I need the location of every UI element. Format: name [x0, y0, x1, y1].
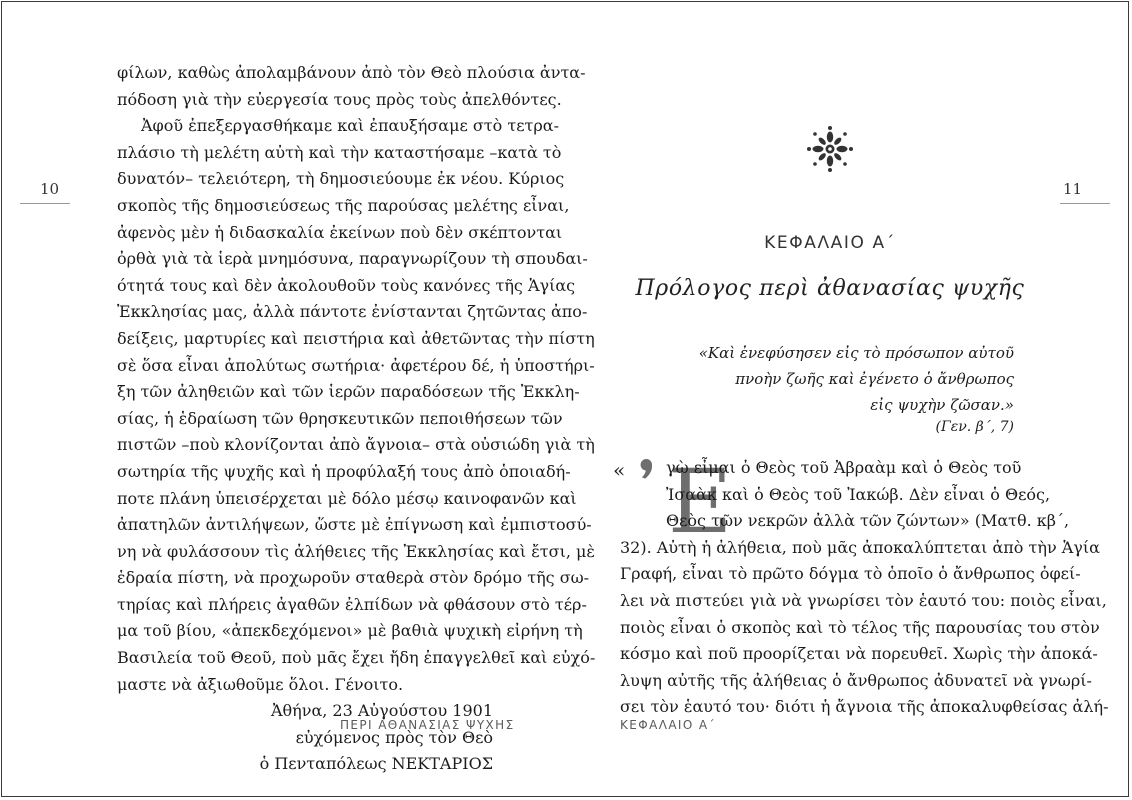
text-line: ἑδραία πίστη, νὰ προχωροῦν σταθερὰ στὸν δρόμο τῆς σω- — [117, 568, 590, 588]
chapter-title: Πρόλογος περὶ ἀθανασίας ψυχῆς — [635, 276, 1025, 301]
text-line: σει τὸν ἑαυτό του· διότι ἡ ἄγνοια τῆς ἀποκαλυφθείσας ἀλή- — [620, 697, 1109, 717]
text-line: κόσμο καὶ ποῦ προορίζεται νὰ πορευθεῖ. Χωρὶς τὴν ἀποκά- — [620, 644, 1098, 664]
right-page-text — [620, 450, 1109, 721]
right-margin-rule — [1060, 203, 1110, 204]
text-line: νη νὰ φυλάσσουν τὶς ἀλήθειες τῆς Ἐκκλησίας καὶ ἔτσι, μὲ — [117, 541, 595, 561]
text-line: πιστῶν –ποὺ κλονίζονται ἀπὸ ἄγνοια– στὰ οὐσιώδη γιὰ τὴ — [117, 435, 595, 455]
text-line: ἀπατηλῶν ἀντιλήψεων, ὥστε μὲ ἐπίγνωση καὶ ἐμπιστοσύ- — [117, 515, 592, 535]
text-line: Γραφή, εἶναι τὸ πρῶτο δόγμα τὸ ὁποῖο ὁ ἄνθρωπος ὀφεί- — [620, 564, 1081, 584]
text-line: ἀφενὸς μὲν ἡ διδασκαλία ἐκείνων ποὺ δὲν σκέπτονται — [117, 222, 563, 242]
epigraph-line: εἰς ψυχὴν ζῶσαν.» — [870, 396, 1014, 414]
text-line: σωτηρία τῆς ψυχῆς καὶ ἡ προφύλαξή τους ἀπὸ ὁποιαδή- — [117, 461, 571, 481]
epigraph-line: πνοὴν ζωῆς καὶ ἐγένετο ὁ ἄνθρωπος — [735, 370, 1014, 388]
text-line: σίας, ἡ ἑδραίωση τῶν θρησκευτικῶν πεποιθήσεων τῶν — [117, 408, 563, 428]
epigraph — [699, 340, 1014, 418]
text-line: δείξεις, μαρτυρίες καὶ πειστήρια καὶ ἀθετῶντας τὴν πίστη — [117, 328, 595, 348]
text-line: γὼ εἶμαι ὁ Θεὸς τοῦ Ἀβραὰμ καὶ ὁ Θεὸς τοῦ — [666, 458, 1022, 477]
text-line: μαστε νὰ ἀξιωθοῦμε ὅλοι. Γένοιτο. — [117, 674, 404, 694]
text-line: μα τοῦ βίου, «ἀπεκδεχόμενοι» μὲ βαθιὰ ψυχικὴ εἰρήνη τὴ — [117, 621, 583, 641]
signature-place-date: Ἀθήνα, 23 Αὐγούστου 1901 — [270, 701, 493, 721]
text-line: σὲ ὅσα εἶναι ἀπολύτως σωτήρια· ἀφετέρου δέ, ἡ ὑποστήρι- — [117, 355, 595, 375]
signature-name: ὁ Πενταπόλεως ΝΕΚΤΑΡΙΟΣ — [259, 754, 493, 774]
ornament-icon — [806, 125, 854, 173]
left-running-footer: ΠΕΡΙ ΑΘΑΝΑΣΙΑΣ ΨΥΧΗΣ — [340, 718, 515, 732]
text-line: δυνατόν– τελειότερη, τὴ δημοσιεύουμε ἐκ νέου. Κύριος — [117, 169, 565, 189]
text-line: ότητά τους καὶ δὲν ἀκολουθοῦν τοὺς κανόνες τῆς Ἁγίας — [117, 275, 576, 295]
epigraph-reference: (Γεν. β΄, 7) — [935, 419, 1014, 435]
right-running-footer: ΚΕΦΑΛΑΙΟ Α΄ — [620, 718, 716, 732]
text-line: λει νὰ πιστεύει γιὰ νὰ γνωρίσει τὸν ἑαυτό του: ποιὸς εἶναι, — [620, 590, 1107, 610]
text-line: σκοπὸς τῆς δημοσιεύσεως τῆς παρούσας μελέτης εἶναι, — [117, 195, 570, 215]
text-line: Ἐκκλησίας μας, ἀλλὰ πάντοτε ἐνίστανται ζητῶντας ἀπο- — [117, 302, 588, 322]
drop-cap: ᾿Ε — [624, 450, 733, 553]
epigraph-line: «Καὶ ἐνεφύσησεν εἰς τὸ πρόσωπον αὐτοῦ — [698, 344, 1014, 362]
text-line: τηρίας καὶ πλήρεις ἀγαθῶν ἐλπίδων νὰ φθάσουν στὸ τέρ- — [117, 594, 587, 614]
text-line: Ἰσαὰκ καὶ ὁ Θεὸς τοῦ Ἰακώβ. Δὲν εἶναι ὁ Θεός, — [666, 484, 1051, 504]
text-line: ξη τῶν ἀληθειῶν καὶ τῶν ἱερῶν παραδόσεων τῆς Ἐκκλη- — [117, 382, 580, 402]
text-line: πλάσιο τὴ μελέτη αὐτὴ καὶ τὴν καταστήσαμε –κατὰ τὸ — [117, 142, 562, 162]
signature-closing: εὐχόμενος πρὸς τὸν Θεὸ — [295, 727, 493, 747]
text-line: Θεὸς τῶν νεκρῶν ἀλλὰ τῶν ζώντων» (Ματθ. κβ΄, — [666, 511, 1070, 531]
text-line: Βασιλεία τοῦ Θεοῦ, ποὺ μᾶς ἔχει ἤδη ἐπαγγελθεῖ καὶ εὐχό- — [117, 648, 596, 668]
text-line: πόδοση γιὰ τὴν εὐεργεσία τους πρὸς τοὺς ἀπελθόντες. — [117, 89, 562, 109]
text-line: ποτε πλάνη ὑπεισέρχεται μὲ δόλο μέσῳ καινοφανῶν καὶ — [117, 488, 577, 508]
chapter-heading: ΚΕΦΑΛΑΙΟ Α΄ — [764, 233, 896, 253]
dropcap-quote: « — [613, 458, 626, 482]
text-line: ποιὸς εἶναι ὁ σκοπὸς καὶ τὸ τέλος τῆς παρουσίας του στὸν — [620, 617, 1100, 637]
text-line: Ἀφοῦ ἐπεξεργασθήκαμε καὶ ἐπαυξήσαμε στὸ τετρα- — [141, 116, 559, 136]
text-line: φίλων, καθὼς ἀπολαμβάνουν ἀπὸ τὸν Θεὸ πλούσια ἀντα- — [117, 63, 586, 82]
left-margin-rule — [20, 203, 70, 204]
left-page-number: 10 — [40, 180, 60, 198]
left-page-text — [117, 60, 596, 778]
right-page-number: 11 — [1063, 180, 1083, 198]
text-line: ὀρθὰ γιὰ τὰ ἱερὰ μνημόσυνα, παραγνωρίζουν τὴ σπουδαι- — [117, 249, 588, 269]
text-line: 32). Αὐτὴ ἡ ἀλήθεια, ποὺ μᾶς ἀποκαλύπτεται ἀπὸ τὴν Ἁγία — [620, 537, 1100, 557]
text-line: λυψη αὐτῆς τῆς ἀλήθειας ὁ ἄνθρωπος ἀδυνατεῖ νὰ γνωρί- — [620, 670, 1092, 690]
